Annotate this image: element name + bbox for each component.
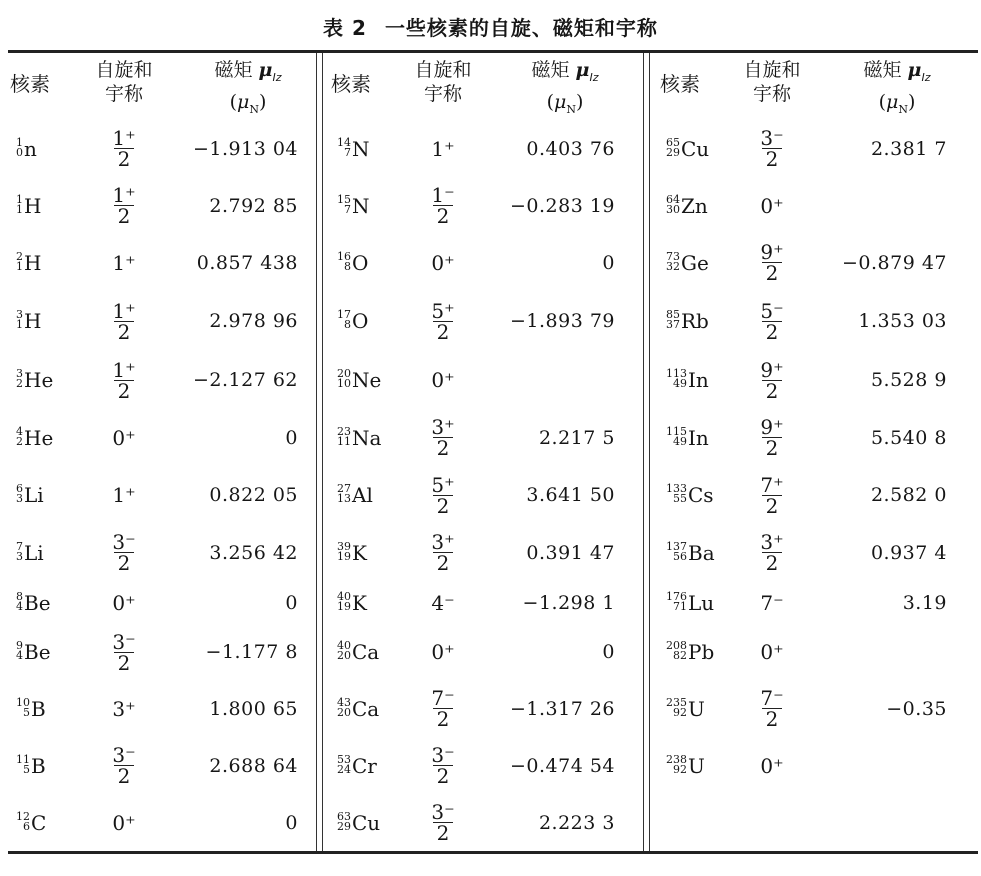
magnetic-moment-cell: −1.893 79 <box>509 310 615 332</box>
header-spin-parity: 自旋和 宇称 <box>414 59 472 105</box>
magnetic-moment-cell <box>807 177 947 234</box>
spin-parity-cell: $\frac{1^+}{2}$ <box>112 298 136 344</box>
nuclide-cell: 39 19 K <box>337 539 367 565</box>
table-row <box>0 351 316 409</box>
magnetic-moment-cell: 3.19 <box>902 591 947 614</box>
nuclide-cell: 2 1 H <box>16 249 42 275</box>
header-spin-parity: 自旋和 宇称 <box>95 59 153 105</box>
nuclide-cell: 1 1 H <box>16 192 42 218</box>
magnetic-moment-cell: 0.403 76 <box>526 137 615 160</box>
table-row <box>323 120 643 177</box>
table-row <box>323 581 643 624</box>
table-header <box>650 58 981 120</box>
spin-parity-cell: 7⁻ <box>760 590 784 615</box>
column-divider-2 <box>643 53 650 851</box>
nuclide-cell: 73 32 Ge <box>666 249 709 275</box>
table-row <box>0 234 316 291</box>
nuclide-cell: 6 3 Li <box>16 482 44 507</box>
table-row <box>650 234 981 291</box>
magnetic-moment-cell: −0.879 47 <box>841 251 947 274</box>
nuclide-cell: 43 20 Ca <box>337 695 380 721</box>
header-magnetic-moment: 磁矩 $\mu_{Iz}$ $(\mu_N)$ <box>531 59 599 116</box>
magnetic-moment-cell: 1.800 65 <box>209 697 298 720</box>
table-title <box>0 12 981 41</box>
table-row <box>0 737 316 794</box>
bottom-rule <box>8 851 978 854</box>
nuclide-cell: 4 2 He <box>16 424 54 450</box>
nuclide-cell: 53 24 Cr <box>337 752 377 778</box>
spin-parity-cell: $\frac{1^+}{2}$ <box>112 126 136 171</box>
magnetic-moment-cell: 0 <box>602 251 615 274</box>
spin-parity-cell: $\frac{1^+}{2}$ <box>112 357 136 403</box>
table-number: 表 2 <box>323 16 367 40</box>
magnetic-moment-cell: 1.353 03 <box>858 310 947 332</box>
top-rule <box>8 50 978 53</box>
table-row <box>323 737 643 794</box>
nuclide-cell: 14 7 N <box>337 135 370 161</box>
table-row <box>650 351 981 409</box>
table-row <box>323 680 643 737</box>
spin-parity-cell: $\frac{9^+}{2}$ <box>760 240 784 285</box>
spin-parity-cell: $\frac{7^-}{2}$ <box>760 686 784 731</box>
table-header <box>323 58 643 120</box>
nuclide-cell: 235 92 U <box>666 695 705 721</box>
table-row <box>0 794 316 851</box>
nuclide-cell: 3 1 H <box>16 308 42 333</box>
magnetic-moment-cell: −1.177 8 <box>205 641 298 663</box>
nuclide-cell: 137 56 Ba <box>666 539 715 565</box>
spin-parity-cell: $\frac{9^+}{2}$ <box>760 415 784 460</box>
nuclide-cell: 115 49 In <box>666 424 709 450</box>
table-row <box>0 409 316 466</box>
table-row <box>323 524 643 581</box>
nuclide-cell: 238 92 U <box>666 752 705 778</box>
spin-parity-cell: $\frac{5^-}{2}$ <box>760 298 784 344</box>
nuclide-cell: 15 7 N <box>337 192 370 218</box>
table-row <box>323 466 643 524</box>
nuclide-cell: 65 29 Cu <box>666 135 710 161</box>
table-row <box>323 794 643 851</box>
table-row <box>323 624 643 680</box>
spin-parity-cell: $\frac{3^-}{2}$ <box>431 800 455 845</box>
magnetic-moment-cell: −0.283 19 <box>509 194 615 217</box>
spin-parity-cell: 0⁺ <box>112 810 136 835</box>
header-nuclide: 核素 <box>331 72 371 96</box>
magnetic-moment-cell: 2.381 7 <box>870 137 947 160</box>
header-nuclide: 核素 <box>660 72 700 96</box>
magnetic-moment-cell: 0 <box>285 426 298 449</box>
table-row <box>650 524 981 581</box>
table-row <box>650 177 981 234</box>
spin-parity-cell: $\frac{3^-}{2}$ <box>112 743 136 788</box>
nuclide-cell: 10 5 B <box>16 695 46 721</box>
table-row <box>650 409 981 466</box>
magnetic-moment-cell: −1.298 1 <box>522 591 615 614</box>
nuclide-cell: 16 8 O <box>337 249 369 275</box>
table-row <box>323 177 643 234</box>
table-panel-1 <box>0 54 316 851</box>
spin-parity-cell: 0⁺ <box>760 753 784 778</box>
nuclide-cell: 1 0 n <box>16 135 37 161</box>
table-row <box>650 466 981 524</box>
spin-parity-cell: 0⁺ <box>431 640 455 664</box>
table-row <box>650 737 981 794</box>
spin-parity-cell: 0⁺ <box>112 590 136 615</box>
spin-parity-cell: $\frac{3^+}{2}$ <box>760 530 784 575</box>
magnetic-moment-cell: 0 <box>602 641 615 663</box>
table-panel-3 <box>650 54 981 851</box>
nuclide-cell: 64 30 Zn <box>666 192 708 218</box>
spin-parity-cell: $\frac{3^+}{2}$ <box>431 530 455 575</box>
magnetic-moment-cell: 0 <box>285 811 298 834</box>
magnetic-moment-cell: 5.528 9 <box>870 369 947 391</box>
nuclide-cell: 7 3 Li <box>16 539 44 565</box>
magnetic-moment-cell: 2.223 3 <box>538 811 615 834</box>
magnetic-moment-cell: −2.127 62 <box>192 369 298 391</box>
spin-parity-cell: 0⁺ <box>431 368 455 392</box>
table-row <box>0 466 316 524</box>
table-row <box>0 120 316 177</box>
magnetic-moment-cell: 3.256 42 <box>209 541 298 564</box>
spin-parity-cell: $\frac{3^-}{2}$ <box>431 743 455 788</box>
spin-parity-cell: $\frac{3^-}{2}$ <box>112 530 136 575</box>
spin-parity-cell: $\frac{5^+}{2}$ <box>431 298 455 344</box>
spin-parity-cell: 1⁺ <box>112 250 136 275</box>
spin-parity-cell: $\frac{7^-}{2}$ <box>431 686 455 731</box>
spin-parity-cell: 1⁺ <box>112 483 136 507</box>
column-divider-1 <box>316 53 323 851</box>
spin-parity-cell: $\frac{9^+}{2}$ <box>760 357 784 403</box>
spin-parity-cell: $\frac{1^-}{2}$ <box>431 183 455 228</box>
magnetic-moment-cell <box>807 737 947 794</box>
table-row <box>0 524 316 581</box>
table-row <box>323 234 643 291</box>
table-row <box>0 177 316 234</box>
magnetic-moment-cell <box>475 351 615 409</box>
magnetic-moment-cell: 0 <box>285 591 298 614</box>
spin-parity-cell: $\frac{7^+}{2}$ <box>760 472 784 518</box>
magnetic-moment-cell: 2.582 0 <box>870 484 947 506</box>
magnetic-moment-cell: −1.317 26 <box>509 697 615 720</box>
nuclide-cell: 17 8 O <box>337 308 369 333</box>
spin-parity-cell: 4⁻ <box>431 590 455 615</box>
magnetic-moment-cell: 2.688 64 <box>209 754 298 777</box>
nuclide-cell: 12 6 C <box>16 809 47 835</box>
magnetic-moment-cell <box>807 624 947 680</box>
table-row <box>323 291 643 351</box>
table-row <box>323 351 643 409</box>
nuclide-cell: 208 82 Pb <box>666 639 715 664</box>
spin-parity-cell: 0⁺ <box>760 193 784 218</box>
spin-parity-cell: $\frac{3^+}{2}$ <box>431 415 455 460</box>
magnetic-moment-cell: 0.822 05 <box>209 484 298 506</box>
nuclide-cell: 3 2 He <box>16 367 54 392</box>
magnetic-moment-cell: 0.937 4 <box>870 541 947 564</box>
header-magnetic-moment: 磁矩 $\mu_{Iz}$ $(\mu_N)$ <box>214 59 282 116</box>
magnetic-moment-cell: 2.978 96 <box>209 310 298 332</box>
magnetic-moment-cell: 3.641 50 <box>526 484 615 506</box>
table-row <box>0 624 316 680</box>
nuclide-cell: 9 4 Be <box>16 639 51 664</box>
spin-parity-cell: $\frac{3^-}{2}$ <box>760 126 784 171</box>
table-caption: 一些核素的自旋、磁矩和宇称 <box>384 16 658 40</box>
nuclide-cell: 11 5 B <box>16 752 46 778</box>
magnetic-moment-cell: 2.217 5 <box>538 426 615 449</box>
table-header <box>0 58 316 120</box>
table-row <box>650 680 981 737</box>
magnetic-moment-cell: −0.474 54 <box>509 754 615 777</box>
table-row <box>323 409 643 466</box>
nuclide-cell: 176 71 Lu <box>666 589 715 615</box>
table-panel-2 <box>323 54 643 851</box>
table-row <box>650 624 981 680</box>
spin-parity-cell: 1⁺ <box>431 136 455 161</box>
magnetic-moment-cell: 0.857 438 <box>196 251 298 274</box>
spin-parity-cell: $\frac{3^-}{2}$ <box>112 629 136 675</box>
nuclide-cell: 23 11 Na <box>337 424 382 450</box>
nuclide-cell: 20 10 Ne <box>337 367 382 392</box>
nuclide-cell: 133 55 Cs <box>666 482 714 507</box>
nuclide-cell: 40 19 K <box>337 589 367 615</box>
nuclide-cell: 8 4 Be <box>16 589 51 615</box>
table-row <box>650 581 981 624</box>
spin-parity-cell: 0⁺ <box>431 250 455 275</box>
spin-parity-cell: $\frac{1^+}{2}$ <box>112 183 136 228</box>
magnetic-moment-cell: 5.540 8 <box>870 426 947 449</box>
spin-parity-cell: 0⁺ <box>112 425 136 450</box>
table-row <box>650 120 981 177</box>
spin-parity-cell: 0⁺ <box>760 640 784 664</box>
nuclide-cell: 40 20 Ca <box>337 639 380 664</box>
magnetic-moment-cell: 0.391 47 <box>526 541 615 564</box>
nuclide-cell: 27 13 Al <box>337 482 373 507</box>
magnetic-moment-cell: 2.792 85 <box>209 194 298 217</box>
nuclide-cell: 63 29 Cu <box>337 809 381 835</box>
table-row <box>650 291 981 351</box>
magnetic-moment-cell: −1.913 04 <box>192 137 298 160</box>
nuclide-cell: 113 49 In <box>666 367 709 392</box>
header-nuclide: 核素 <box>10 72 50 96</box>
table-row <box>0 581 316 624</box>
nuclide-cell: 85 37 Rb <box>666 308 709 333</box>
header-spin-parity: 自旋和 宇称 <box>743 59 801 105</box>
spin-parity-cell: 3⁺ <box>112 696 136 721</box>
header-magnetic-moment: 磁矩 $\mu_{Iz}$ $(\mu_N)$ <box>863 59 931 116</box>
spin-parity-cell: $\frac{5^+}{2}$ <box>431 472 455 518</box>
magnetic-moment-cell: −0.35 <box>886 697 947 720</box>
table-row <box>0 291 316 351</box>
table-row <box>0 680 316 737</box>
